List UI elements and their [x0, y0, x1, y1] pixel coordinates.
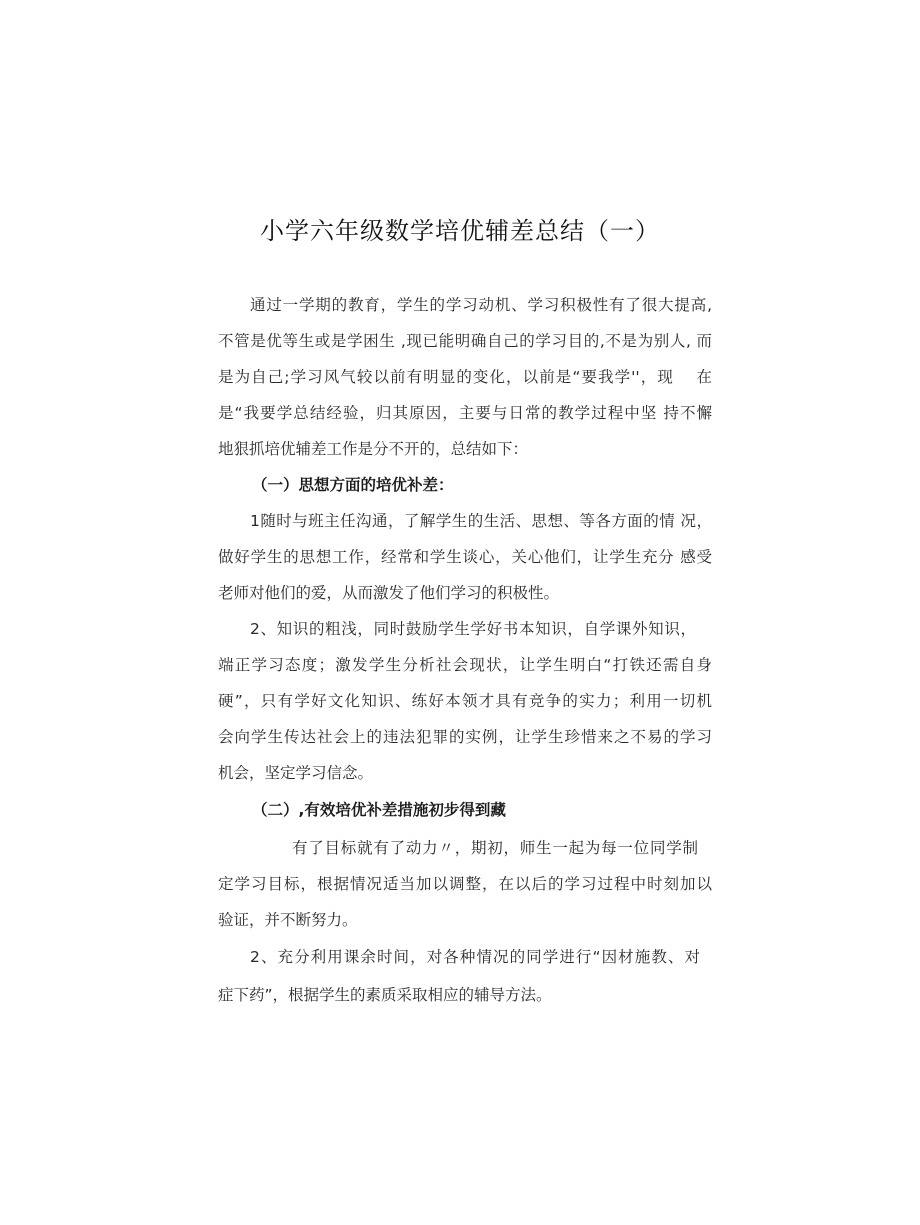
- paragraph-2-line-2: 做好学生的思想工作，经常和学生谈心，关心他们，让学生充分 感受: [218, 548, 712, 566]
- paragraph-3-line-1: 2、知识的粗浅，同时鼓励学生学好书本知识，自学课外知识，: [250, 620, 696, 638]
- paragraph-2-line-3: 老师对他们的爱，从而激发了他们学习的积极性。: [218, 584, 560, 602]
- paragraph-4-line-2: 定学习目标，根据情况适当加以调整，在以后的学习过程中时刻加以: [218, 875, 712, 893]
- paragraph-2-line-1: 1随时与班主任沟通，了解学生的生活、思想、等各方面的情 况，: [250, 512, 712, 530]
- section-heading-2: （二）,有效培优补差措施初步得到藏: [252, 801, 506, 819]
- paragraph-1-line-1: 通过一学期的教育，学生的学习动机、学习积极性有了很大提高,: [250, 296, 712, 314]
- paragraph-3-line-2: 端正学习态度；激发学生分析社会现状，让学生明白“打铁还需自身: [218, 656, 712, 674]
- paragraph-1-line-2: 不管是优等生或是学困生 ,现已能明确自己的学习目的,不是为别人, 而: [218, 332, 712, 350]
- paragraph-5-line-2: 症下药”，根据学生的素质采取相应的辅导方法。: [218, 986, 552, 1004]
- paragraph-4-line-1: 有了目标就有了动力〃，期初，师生一起为每一位同学制: [292, 839, 698, 857]
- paragraph-4-line-3: 验证，并不断努力。: [218, 911, 358, 929]
- section-heading-1: （一）思想方面的培优补差：: [252, 476, 454, 494]
- paragraph-5-line-1: 2、充分利用课余时间，对各种情况的同学进行“因材施教、对: [250, 948, 700, 966]
- paragraph-1-line-5: 地狠抓培优辅差工作是分不开的，总结如下：: [218, 440, 529, 458]
- paragraph-1-line-3: 是为自己;学习风气较以前有明显的变化，以前是“要我学''，现 在: [218, 368, 712, 386]
- paragraph-3-line-3: 硬”，只有学好文化知识、练好本领才具有竞争的实力；利用一切机: [218, 692, 712, 710]
- document-title: 小学六年级数学培优辅差总结（一）: [260, 217, 660, 245]
- paragraph-3-line-5: 机会，坚定学习信念。: [218, 764, 374, 782]
- paragraph-3-line-4: 会向学生传达社会上的违法犯罪的实例，让学生珍惜来之不易的学习: [218, 728, 712, 746]
- paragraph-1-line-4: 是“我要学总结经验，归其原因，主要与日常的教学过程中坚 持不懈: [218, 404, 712, 422]
